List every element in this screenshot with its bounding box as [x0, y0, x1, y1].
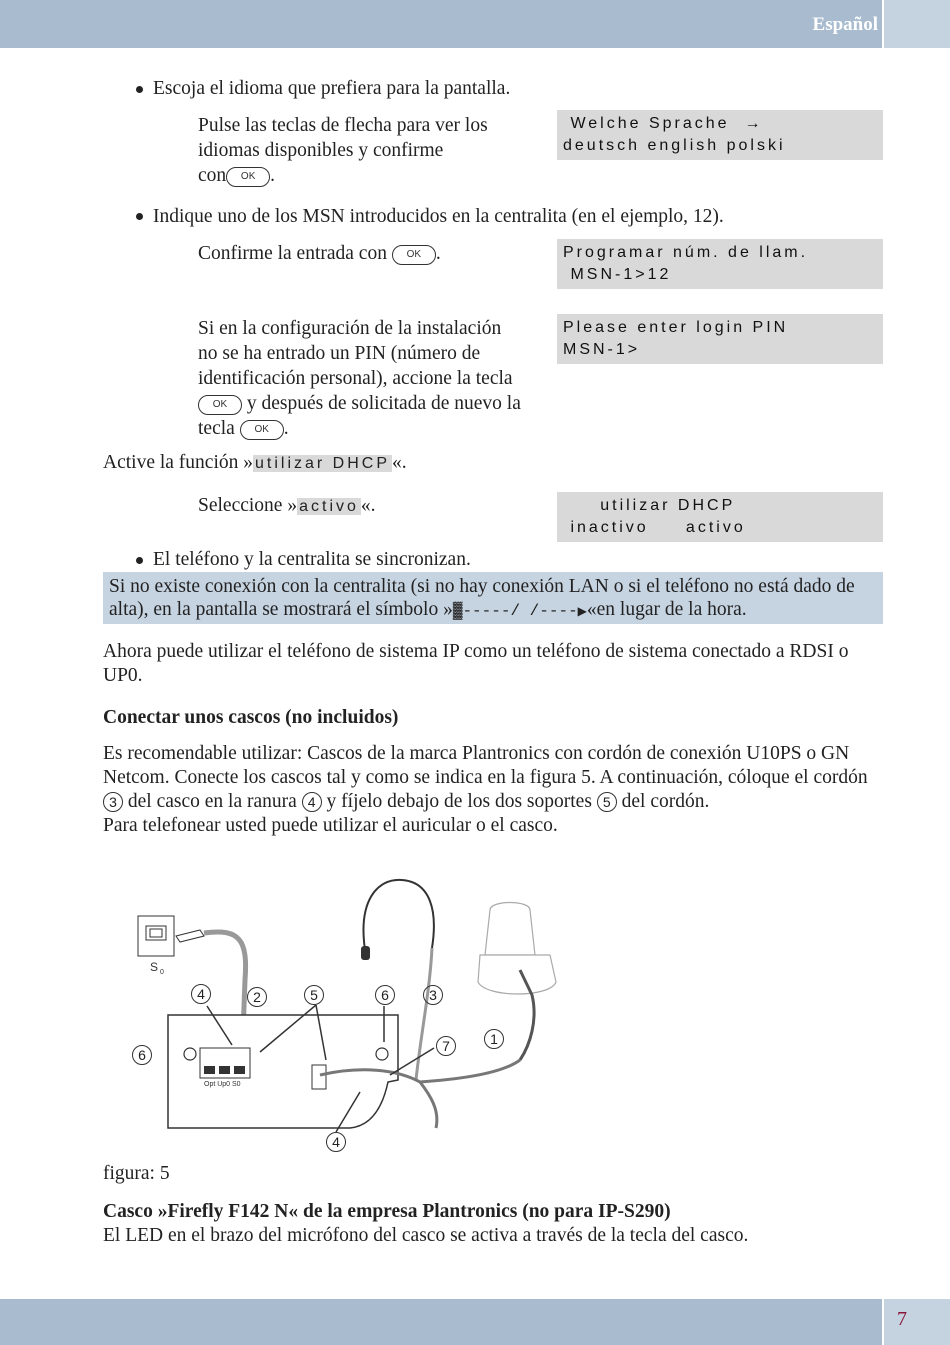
step1-line3-text: con: [198, 165, 227, 186]
lcd-display-pin: [557, 314, 883, 364]
lcd-line: utilizar DHCP: [563, 497, 736, 514]
headset-port: [312, 1065, 326, 1089]
ok-key-icon: OK: [198, 395, 242, 415]
cord-holder: [184, 1048, 196, 1060]
plug-icon: [176, 930, 204, 942]
lcd-line: deutsch english polski: [563, 137, 786, 154]
step3-line5-text: tecla: [198, 418, 235, 439]
section-title: Español: [812, 14, 878, 35]
step4-activate-pre: Active la función »: [103, 452, 253, 473]
cable: [420, 1060, 520, 1082]
step1-line3: [198, 163, 275, 188]
bullet-dot: [136, 213, 143, 220]
step3-line2: no se ha entrado un PIN (número de: [198, 343, 481, 364]
play-triangle-icon: ▶: [577, 604, 587, 618]
step4-select-post: «.: [360, 495, 376, 516]
callout-label: 4: [326, 1132, 346, 1152]
port-labels: Opt Up0 S0: [204, 1081, 241, 1088]
step1-line3-end: .: [270, 165, 276, 186]
step3-line5: [198, 416, 289, 441]
lcd-line: Welche Sprache →: [563, 115, 764, 132]
callout-label: 4: [191, 984, 211, 1004]
port-up0: [219, 1066, 230, 1074]
callout-label: 5: [304, 985, 324, 1005]
note-line1: Si no existe conexión con la centralita (si no hay conexión LAN o si el teléfono no está dado de: [109, 576, 855, 597]
lcd-line: inactivo activo: [563, 519, 746, 536]
wall-socket-icon: [138, 916, 174, 956]
note-line2-pre: alta), en la pantalla se mostrará el símbolo »: [109, 599, 453, 620]
handset-icon: [478, 903, 556, 995]
step3-line4: [198, 391, 521, 416]
bullet-dot: [136, 557, 143, 564]
para1-line1: Ahora puede utilizar el teléfono de sistema IP como un teléfono de sistema conectado a RDSI o: [103, 641, 849, 662]
callout-ref: 5: [597, 792, 617, 812]
lcd-display-dhcp: [557, 492, 883, 542]
callout-label: 6: [375, 985, 395, 1005]
header-bar: [0, 0, 882, 48]
note-line2-post: «en lugar de la hora.: [586, 599, 747, 620]
step1-bullet: Escoja el idioma que prefiera para la pantalla.: [153, 78, 511, 99]
step3-line1: Si en la configuración de la instalación: [198, 318, 502, 339]
step4-activate-post: «.: [392, 452, 407, 473]
note-line2: [109, 597, 747, 624]
ok-key-icon: OK: [240, 420, 284, 440]
lcd-line: Programar núm. de llam.: [563, 244, 809, 261]
step2-bullet: Indique uno de los MSN introducidos en la centralita (en el ejemplo, 12).: [153, 206, 724, 227]
lcd-display-msn: [557, 239, 883, 289]
callout-ref: 4: [302, 792, 322, 812]
port-s0: [234, 1066, 245, 1074]
firefly-heading: Casco »Firefly F142 N« de la empresa Plantronics (no para IP-S290): [103, 1201, 671, 1222]
headset-cord: [416, 948, 432, 1080]
port-opt: [204, 1066, 215, 1074]
headset-line3-a: del casco en la ranura: [127, 791, 297, 812]
headset-line4: Para telefonear usted puede utilizar el auricular o el casco.: [103, 815, 558, 836]
headset-line2: Netcom. Conecte los cascos tal y como se indica en la figura 5. A continuación, cóloque el cordón: [103, 767, 868, 788]
callout-label: 1: [484, 1029, 504, 1049]
headset-line3: [103, 789, 709, 814]
step5-bullet: El teléfono y la centralita se sincronizan.: [153, 549, 471, 570]
callout-ref: 3: [103, 792, 123, 812]
headset-line3-b: y fíjelo debajo de los dos soportes: [326, 791, 592, 812]
firefly-text: El LED en el brazo del micrófono del casco se activa a través de la tecla del casco.: [103, 1225, 749, 1246]
function-code: activo: [299, 498, 359, 515]
lcd-line: Please enter login PIN: [563, 319, 789, 336]
ok-key-icon: OK: [226, 167, 270, 187]
bullet-dot: [136, 86, 143, 93]
callout-label: 2: [247, 987, 267, 1007]
step1-line2: idiomas disponibles y confirme: [198, 140, 444, 161]
headset-line1: Es recomendable utilizar: Cascos de la marca Plantronics con cordón de conexión U10PS o GN: [103, 743, 850, 764]
headset-icon: [364, 880, 434, 956]
step3-line5-end: .: [283, 418, 289, 439]
header-tab: [884, 0, 950, 48]
cord-holder: [376, 1048, 388, 1060]
step2-confirm: [198, 241, 441, 266]
headset-connection-figure: [120, 870, 580, 1160]
so-label: S: [150, 960, 159, 974]
headset-heading: Conectar unos cascos (no incluidos): [103, 707, 399, 728]
step4-select-pre: Seleccione »: [198, 495, 298, 516]
figure-caption: figura: 5: [103, 1163, 170, 1184]
footer-tab: [884, 1299, 950, 1345]
step2-confirm-text: Confirme la entrada con: [198, 243, 387, 264]
page-number: 7: [897, 1308, 907, 1330]
lcd-line: MSN-1>: [563, 341, 641, 358]
lcd-display-language: [557, 110, 883, 160]
headset-line3-c: del cordón.: [621, 791, 710, 812]
step3-line4-text: y después de solicitada de nuevo la: [246, 393, 521, 414]
headset-earpiece: [361, 946, 370, 960]
step2-confirm-end: .: [435, 243, 441, 264]
para1-line2: UP0.: [103, 665, 143, 686]
symbol-code: ▓-----/ /----: [452, 602, 578, 620]
callout-label: 7: [436, 1036, 456, 1056]
so-sub: 0: [160, 969, 164, 976]
step4-activate: [103, 450, 407, 476]
callout-label: 6: [132, 1045, 152, 1065]
ok-key-icon: OK: [392, 245, 436, 265]
step4-select: [198, 493, 376, 519]
function-code: utilizar DHCP: [255, 455, 391, 472]
step1-line1: Pulse las teclas de flecha para ver los: [198, 115, 488, 136]
step3-line3: identificación personal), accione la tecla: [198, 368, 513, 389]
footer-bar: [0, 1299, 882, 1345]
callout-label: 3: [423, 985, 443, 1005]
lcd-line: MSN-1>12: [563, 266, 672, 283]
